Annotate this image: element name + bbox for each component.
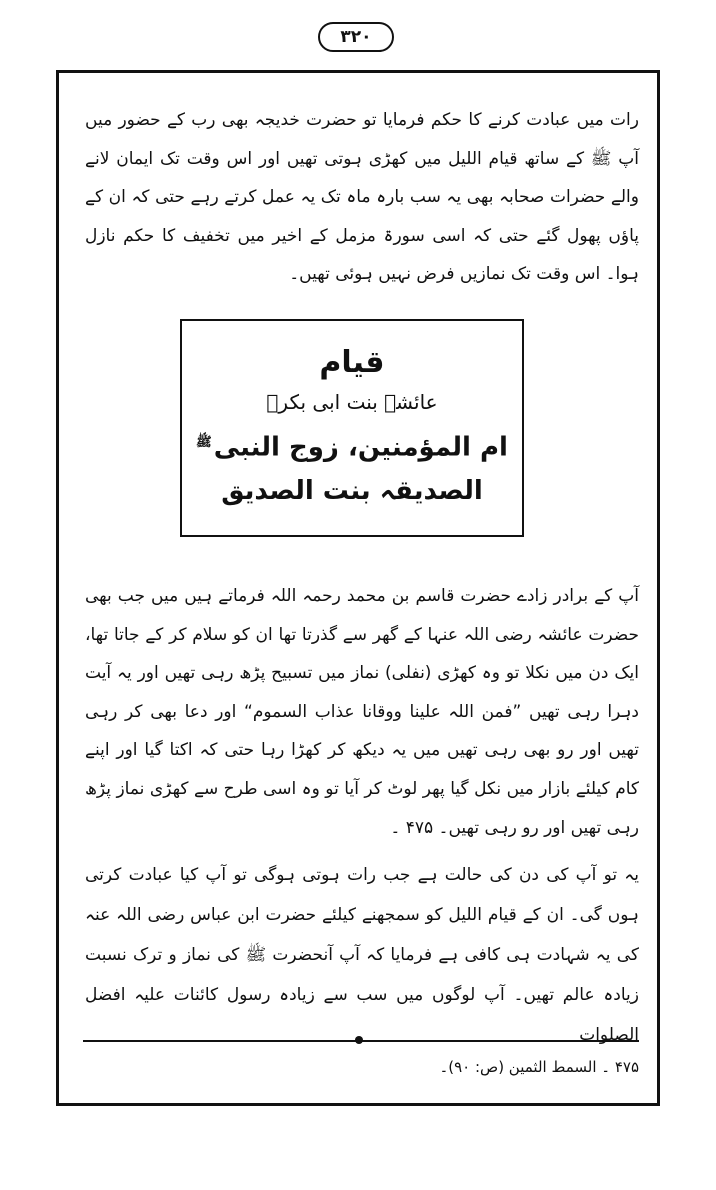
- chapter-heading: قیام: [319, 344, 385, 380]
- divider-ornament: [355, 1036, 363, 1044]
- salawat-mark: ﷺ: [196, 434, 212, 450]
- chapter-name: عائشہ بنت ابی بکرؓ: [266, 389, 438, 414]
- page-frame: [56, 70, 660, 1106]
- chapter-subtitle: الصدیقہ بنت الصدیق: [221, 476, 483, 507]
- chapter-title-box: [180, 319, 524, 537]
- paragraph-narration: آپ کے برادر زادے حضرت قاسم بن محمد رحمہ اللہ فرماتے ہیں میں جب بھی حضرت عائشہ رضی اللہ عنہا کے گھر سے گذرتا تھا ان کو سلام کر کے جاتا تھا، ایک دن میں نکلا تو وہ کھڑی (نفلی) نماز میں تسبیح پڑھ رہی تھیں اور یہ آیت دہرا رہی تھیں ”فمن اللہ علینا ووقانا عذاب السموم“ اور دعا بھی کر رہی تھیں اور رو بھی رہی تھیں میں یہ دیکھ کر کھڑا رہا حتی کہ اکتا گیا اور اپنے کام کیلئے بازار میں نکل گیا پھر لوٹ کر آیا تو وہ اسی طرح سے کھڑی نماز پڑھ رہی تھیں اور رو رہی تھیں۔ ۴۷۵ ۔: [85, 586, 639, 838]
- chapter-title-text: ام المؤمنین، زوج النبی: [213, 432, 508, 463]
- page-number-text: ۳۲۰: [340, 27, 372, 47]
- footnote: ۴۷۵ ۔ السمط الثمین (ص: ۹۰)۔: [439, 1058, 639, 1076]
- page-number: [318, 22, 394, 52]
- paragraph-night-worship: یہ تو آپ کی دن کی حالت ہے جب رات ہوتی ہوگی تو آپ کیا عبادت کرتی ہوں گی۔ ان کے قیام اللیل کو سمجھنے کیلئے حضرت ابن عباس رضی اللہ عنہ کی یہ شہادت ہی کافی ہے فرمایا کہ آپ آنحضرت ﷺ کی نماز و ترک نسبت زیادہ عالم تھیں۔ آپ لوگوں میں سب سے زیادہ رسول کائنات علیہ افضل الصلوات: [85, 865, 639, 1045]
- chapter-title-line: [196, 421, 508, 470]
- paragraph-intro: رات میں عبادت کرنے کا حکم فرمایا تو حضرت خدیجہ بھی رب کے حضور میں آپ ﷺ کے ساتھ قیام اللیل میں کھڑی ہوتی تھیں اور اس وقت تک ایمان لانے والے حضرات صحابہ بھی یہ سب بارہ ماہ تک یہ عمل کرتے رہے حتی کہ ان کے پاؤں پھول گئے حتی کہ اسی سورۃ مزمل کے اخیر میں تخفیف کا حکم نازل ہوا۔ اس وقت تک نمازیں فرض نہیں ہوئی تھیں۔: [85, 110, 639, 285]
